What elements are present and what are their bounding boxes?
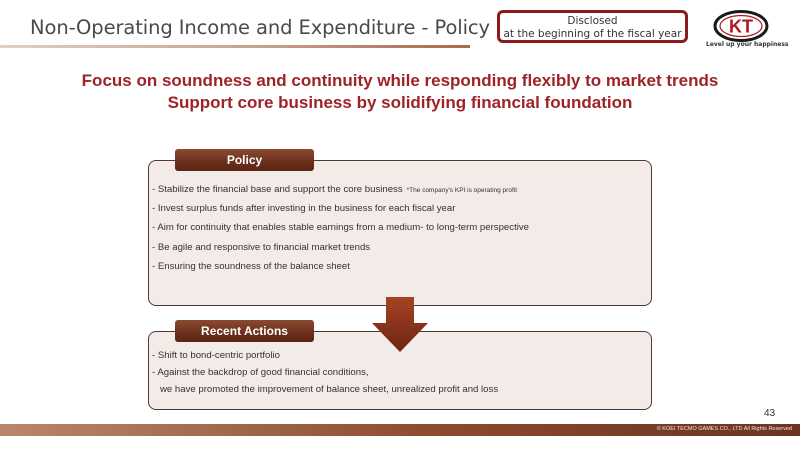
list-item: - Aim for continuity that enables stable earnings from a medium- to long-term perspective (152, 222, 529, 234)
logo-tagline: Level up your happiness (706, 41, 789, 48)
down-arrow-icon (370, 297, 430, 353)
kpi-note: *The company's KPI is operating profit (406, 187, 518, 194)
badge-line-2: at the beginning of the fiscal year (503, 28, 682, 40)
policy-label: Policy (175, 149, 314, 171)
company-logo (706, 10, 789, 50)
list-item: we have promoted the improvement of balance sheet, unrealized profit and loss (160, 384, 499, 395)
list-item: - Be agile and responsive to financial market trends (152, 241, 371, 253)
title-underline (0, 45, 470, 48)
headline-line-1: Focus on soundness and continuity while responding flexibly to market trends (81, 71, 719, 90)
page-title: Non-Operating Income and Expenditure - Policy (30, 16, 490, 39)
recent-actions-label: Recent Actions (175, 320, 314, 342)
list-item: - Shift to bond-centric portfolio (152, 350, 280, 361)
logo-text: KT (729, 16, 753, 37)
page-number: 43 (764, 408, 776, 419)
recent-actions-list (152, 347, 498, 398)
list-item: - Ensuring the soundness of the balance sheet (152, 260, 350, 272)
badge-line-1: Disclosed (567, 15, 618, 27)
headline (0, 70, 800, 114)
list-item (152, 180, 529, 199)
policy-list (152, 180, 529, 276)
list-item: - Against the backdrop of good financial conditions, (152, 367, 369, 378)
disclosure-badge (497, 10, 688, 43)
policy-item-1: - Stabilize the financial base and support the core business (152, 184, 403, 195)
copyright: © KOEI TECMO GAMES CO., LTD All Rights Reserved (656, 426, 792, 432)
headline-line-2: Support core business by solidifying financial foundation (167, 93, 633, 112)
list-item: - Invest surplus funds after investing in the business for each fiscal year (152, 203, 456, 215)
kt-logo-icon (712, 10, 770, 42)
